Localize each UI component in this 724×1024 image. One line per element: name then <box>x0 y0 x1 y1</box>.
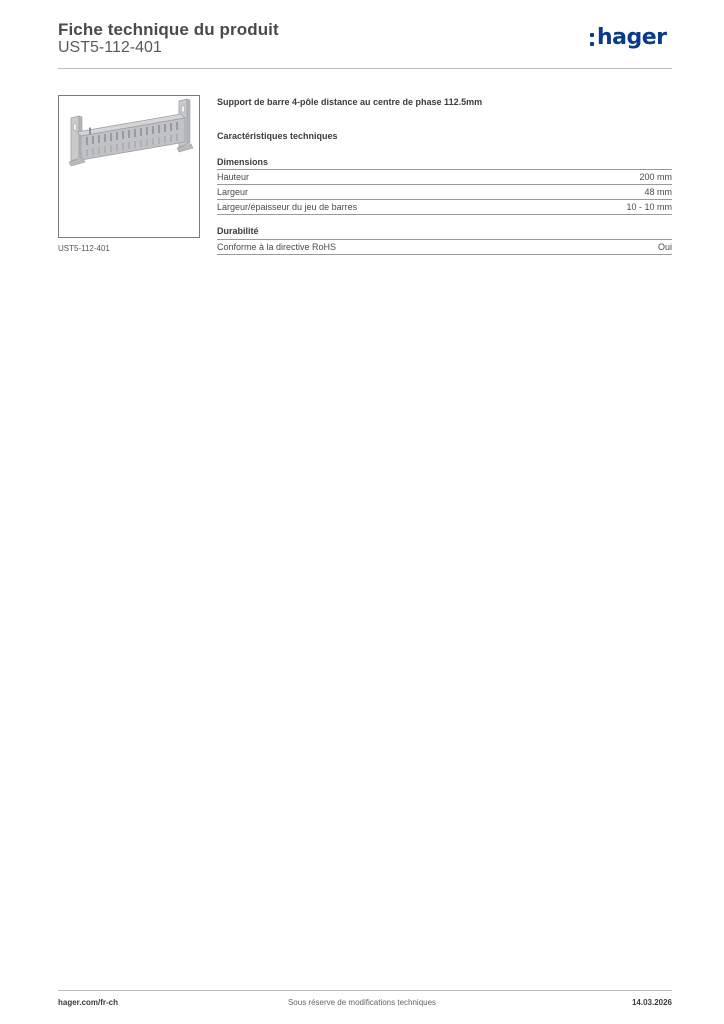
logo-text: hager <box>597 25 667 50</box>
table-row <box>217 239 672 255</box>
logo-dots-icon <box>590 33 595 51</box>
spec-group-title-dimensions: Dimensions <box>217 157 269 167</box>
product-reference: UST5-112-401 <box>58 39 162 56</box>
spec-group-title-durability: Durabilité <box>217 226 259 236</box>
busbar-support-icon <box>59 96 199 237</box>
spec-value: Oui <box>657 242 672 252</box>
spec-value: 200 mm <box>639 172 672 182</box>
footer-disclaimer: Sous réserve de modifications techniques <box>287 998 437 1007</box>
document-title: Fiche technique du produit <box>58 20 279 39</box>
spec-table-dimensions <box>217 169 672 215</box>
product-image-caption: UST5-112-401 <box>58 244 110 253</box>
hager-logo <box>590 25 680 56</box>
spec-label: Conforme à la directive RoHS <box>217 242 337 252</box>
table-row <box>217 184 672 199</box>
table-row <box>217 199 672 215</box>
footer-website-link[interactable]: hager.com/fr-ch <box>58 998 119 1007</box>
header-divider <box>58 68 672 69</box>
spec-value: 10 - 10 mm <box>626 202 672 212</box>
table-row <box>217 169 672 184</box>
specs-section-title: Caractéristiques techniques <box>217 131 338 141</box>
spec-table-durability <box>217 239 672 255</box>
spec-value: 48 mm <box>644 187 672 197</box>
footer-date: 14.03.2026 <box>631 998 672 1007</box>
spec-label: Largeur/épaisseur du jeu de barres <box>217 202 358 212</box>
spec-label: Largeur <box>217 187 249 197</box>
product-image-frame <box>58 95 200 238</box>
footer-divider <box>58 990 672 991</box>
product-description: Support de barre 4-pôle distance au centre de phase 112.5mm <box>217 97 483 107</box>
spec-label: Hauteur <box>217 172 250 182</box>
